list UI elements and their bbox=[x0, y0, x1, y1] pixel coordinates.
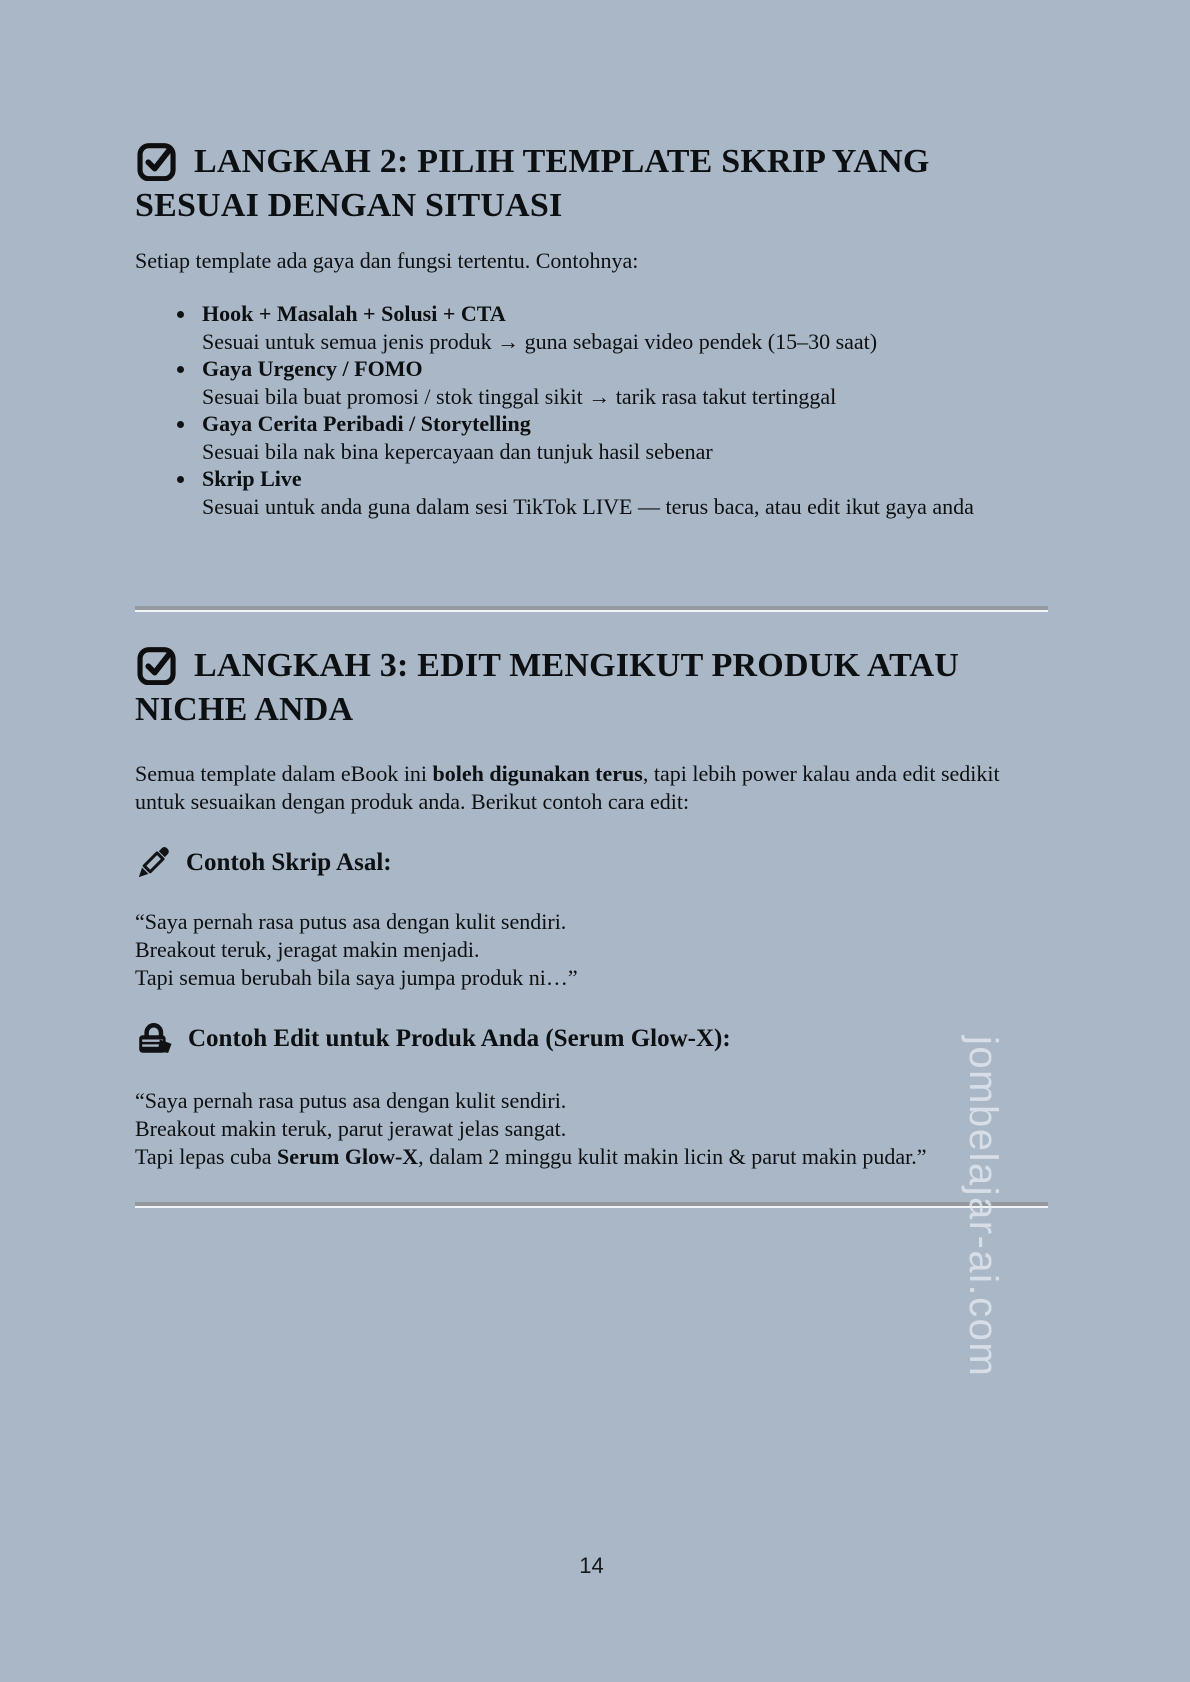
list-item-desc: Sesuai untuk semua jenis produk → guna sebagai video pendek (15–30 saat) bbox=[202, 328, 878, 354]
horizontal-rule bbox=[135, 1202, 1048, 1208]
watermark: jombelajar-ai.com bbox=[961, 1036, 1005, 1378]
template-list bbox=[135, 300, 1048, 520]
bullet-icon bbox=[175, 355, 202, 410]
intro-prefix: Semua template dalam eBook ini bbox=[135, 761, 433, 786]
original-script-quote bbox=[135, 908, 578, 992]
quote-prefix: Tapi lepas cuba bbox=[135, 1144, 278, 1169]
list-item-label: Skrip Live bbox=[202, 466, 302, 491]
bullet-icon bbox=[175, 410, 202, 465]
list-item-desc: Sesuai bila nak bina kepercayaan dan tunjuk hasil sebenar bbox=[202, 438, 713, 464]
heading-text: Contoh Edit untuk Produk Anda (Serum Glow-X): bbox=[188, 1025, 731, 1052]
langkah3-title-line1: LANGKAH 3: EDIT MENGIKUT PRODUK ATAU bbox=[194, 647, 960, 684]
intro-suffix: , tapi lebih power kalau anda edit sedikit untuk sesuaikan dengan produk anda. Berikut contoh cara edit: bbox=[135, 761, 1000, 814]
langkah2-intro: Setiap template ada gaya dan fungsi tertentu. Contohnya: bbox=[135, 248, 639, 273]
heading-text: Contoh Skrip Asal: bbox=[186, 849, 392, 876]
contoh-skrip-asal-heading bbox=[135, 845, 392, 881]
page-content bbox=[135, 0, 1048, 1682]
bullet-icon bbox=[175, 300, 202, 355]
horizontal-rule bbox=[135, 606, 1048, 612]
list-item-desc: Sesuai bila buat promosi / stok tinggal sikit → tarik rasa takut tertinggal bbox=[202, 383, 837, 409]
list-item bbox=[135, 300, 1048, 355]
list-item bbox=[135, 355, 1048, 410]
langkah3-heading bbox=[135, 641, 1048, 732]
lock-with-pen-icon bbox=[135, 1022, 173, 1056]
quote-line: “Saya pernah rasa putus asa dengan kulit sendiri. bbox=[135, 1088, 567, 1113]
product-name: Serum Glow-X bbox=[277, 1144, 419, 1169]
quote-line bbox=[135, 1143, 927, 1171]
ballot-box-check-icon bbox=[135, 641, 179, 685]
quote-line: Breakout teruk, jeragat makin menjadi. bbox=[135, 937, 480, 962]
quote-line: “Saya pernah rasa putus asa dengan kulit sendiri. bbox=[135, 909, 567, 934]
quote-suffix: , dalam 2 minggu kulit makin licin & parut makin pudar.” bbox=[418, 1144, 927, 1169]
list-item-label: Hook + Masalah + Solusi + CTA bbox=[202, 301, 506, 326]
intro-bold: boleh digunakan terus bbox=[432, 761, 643, 786]
bullet-icon bbox=[175, 465, 202, 520]
list-item bbox=[135, 465, 1048, 520]
langkah2-title-line1: LANGKAH 2: PILIH TEMPLATE SKRIP YANG bbox=[194, 143, 930, 180]
langkah2-title-line2: SESUAI DENGAN SITUASI bbox=[135, 187, 563, 224]
pencil-icon bbox=[135, 845, 171, 881]
langkah2-heading bbox=[135, 137, 1048, 228]
list-item-label: Gaya Urgency / FOMO bbox=[202, 356, 423, 381]
list-item-desc: Sesuai untuk anda guna dalam sesi TikTok LIVE — terus baca, atau edit ikut gaya anda bbox=[202, 493, 974, 519]
quote-line: Tapi semua berubah bila saya jumpa produk ni…” bbox=[135, 965, 578, 990]
list-item-label: Gaya Cerita Peribadi / Storytelling bbox=[202, 411, 531, 436]
edited-script-quote bbox=[135, 1087, 927, 1171]
langkah3-intro bbox=[135, 760, 1048, 815]
contoh-edit-heading bbox=[135, 1022, 731, 1056]
page-number: 14 bbox=[579, 1553, 604, 1578]
langkah3-title-line2: NICHE ANDA bbox=[135, 691, 354, 728]
list-item bbox=[135, 410, 1048, 465]
quote-line: Breakout makin teruk, parut jerawat jelas sangat. bbox=[135, 1116, 567, 1141]
ballot-box-check-icon bbox=[135, 137, 179, 181]
